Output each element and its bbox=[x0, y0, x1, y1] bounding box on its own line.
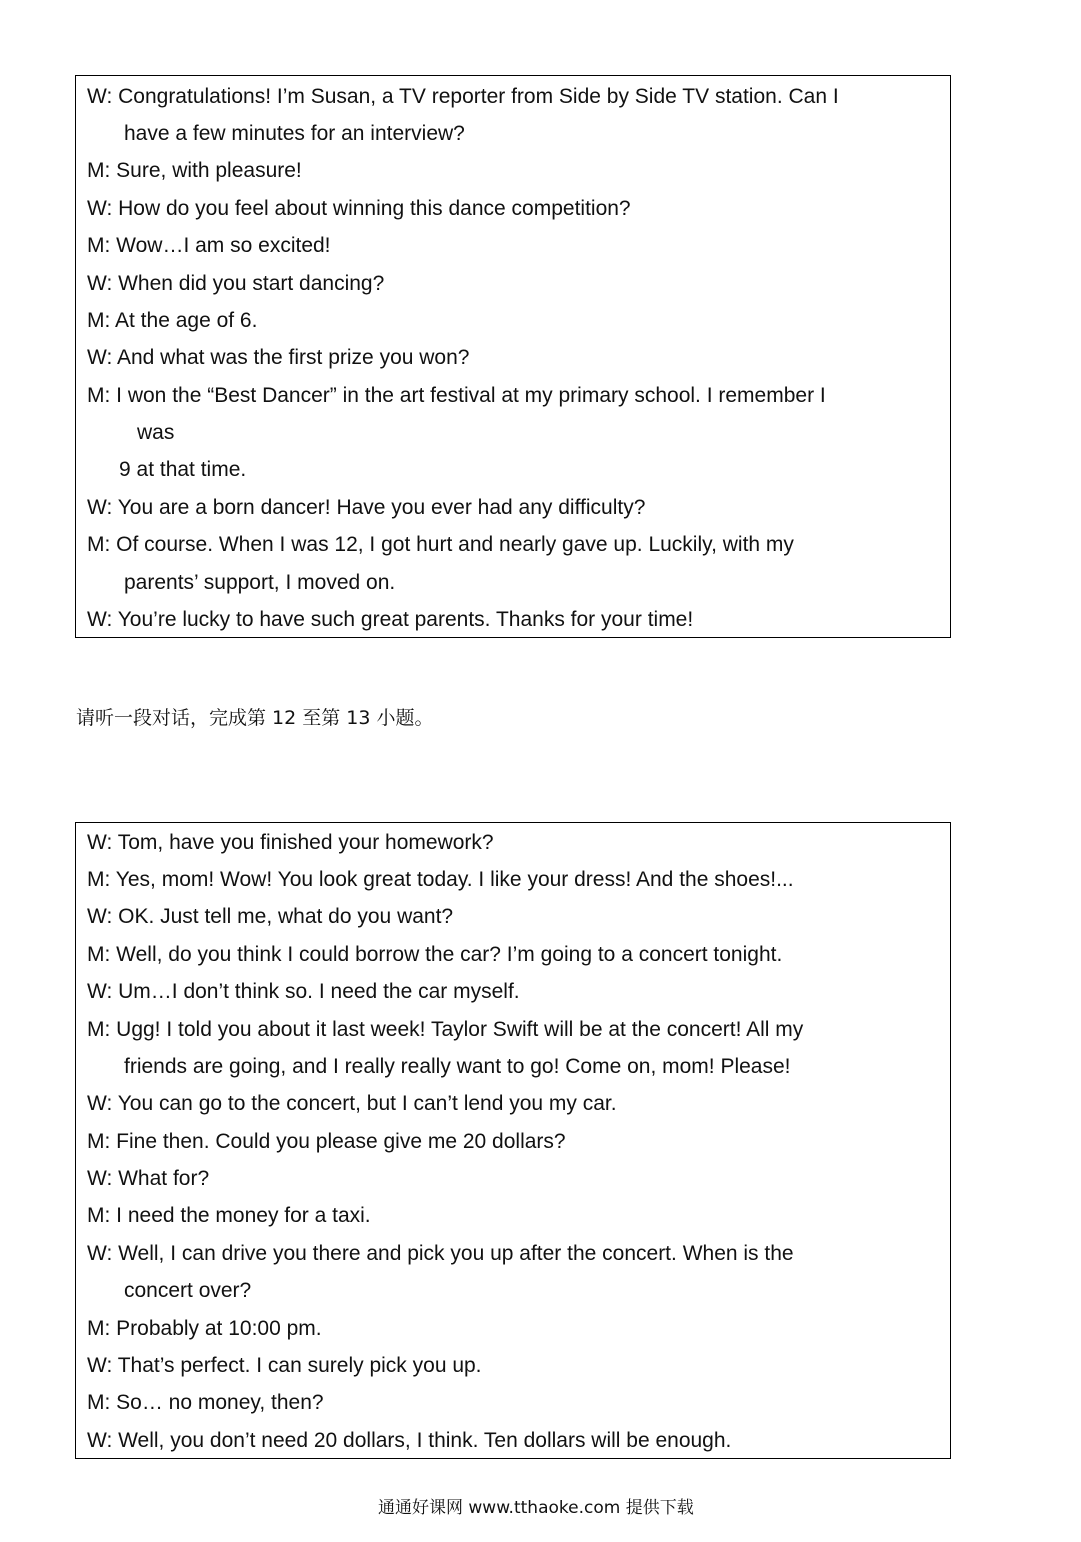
dialogue-line: have a few minutes for an interview? bbox=[124, 122, 465, 145]
dialogue-box-2 bbox=[75, 822, 951, 1459]
dialogue-line: M: I won the “Best Dancer” in the art festival at my primary school. I remember I bbox=[87, 384, 826, 407]
dialogue-line: was bbox=[137, 421, 175, 444]
dialogue-line: W: You’re lucky to have such great parents. Thanks for your time! bbox=[87, 608, 694, 631]
dialogue-line: 9 at that time. bbox=[119, 458, 247, 481]
dialogue-line: W: How do you feel about winning this dance competition? bbox=[87, 197, 631, 220]
dialogue-line: W: OK. Just tell me, what do you want? bbox=[87, 905, 454, 928]
instruction-text: 请听一段对话，完成第 12 至第 13 小题。 bbox=[76, 707, 434, 729]
dialogue-line: M: Of course. When I was 12, I got hurt and nearly gave up. Luckily, with my bbox=[87, 533, 794, 556]
dialogue-box-1 bbox=[75, 75, 951, 638]
dialogue-line: M: Wow…I am so excited! bbox=[87, 234, 331, 257]
dialogue-line: M: Yes, mom! Wow! You look great today. I like your dress! And the shoes!... bbox=[87, 868, 794, 891]
dialogue-line: W: Tom, have you finished your homework? bbox=[87, 831, 494, 854]
dialogue-line: W: You are a born dancer! Have you ever had any difficulty? bbox=[87, 496, 646, 519]
dialogue-line: W: Congratulations! I’m Susan, a TV reporter from Side by Side TV station. Can I bbox=[87, 85, 839, 108]
dialogue-line: W: Well, I can drive you there and pick you up after the concert. When is the bbox=[87, 1242, 794, 1265]
dialogue-line: M: Fine then. Could you please give me 20 dollars? bbox=[87, 1130, 566, 1153]
dialogue-line: W: What for? bbox=[87, 1167, 210, 1190]
dialogue-line: M: Ugg! I told you about it last week! Taylor Swift will be at the concert! All my bbox=[87, 1018, 804, 1041]
dialogue-line: W: Um…I don’t think so. I need the car myself. bbox=[87, 980, 520, 1003]
dialogue-line: M: At the age of 6. bbox=[87, 309, 258, 332]
dialogue-line: W: That’s perfect. I can surely pick you up. bbox=[87, 1354, 482, 1377]
dialogue-line: concert over? bbox=[124, 1279, 252, 1302]
dialogue-line: W: And what was the first prize you won? bbox=[87, 346, 470, 369]
dialogue-line: friends are going, and I really really want to go! Come on, mom! Please! bbox=[124, 1055, 791, 1078]
dialogue-line: W: You can go to the concert, but I can’t lend you my car. bbox=[87, 1092, 617, 1115]
dialogue-line: M: Sure, with pleasure! bbox=[87, 159, 302, 182]
dialogue-line: M: So… no money, then? bbox=[87, 1391, 324, 1414]
page-footer: 通通好课网 www.tthaoke.com 提供下载 bbox=[378, 1498, 694, 1518]
dialogue-line: W: Well, you don’t need 20 dollars, I think. Ten dollars will be enough. bbox=[87, 1429, 732, 1452]
dialogue-line: W: When did you start dancing? bbox=[87, 272, 385, 295]
dialogue-line: parents’ support, I moved on. bbox=[124, 571, 396, 594]
dialogue-line: M: Well, do you think I could borrow the car? I’m going to a concert tonight. bbox=[87, 943, 783, 966]
dialogue-line: M: I need the money for a taxi. bbox=[87, 1204, 371, 1227]
dialogue-line: M: Probably at 10:00 pm. bbox=[87, 1317, 322, 1340]
